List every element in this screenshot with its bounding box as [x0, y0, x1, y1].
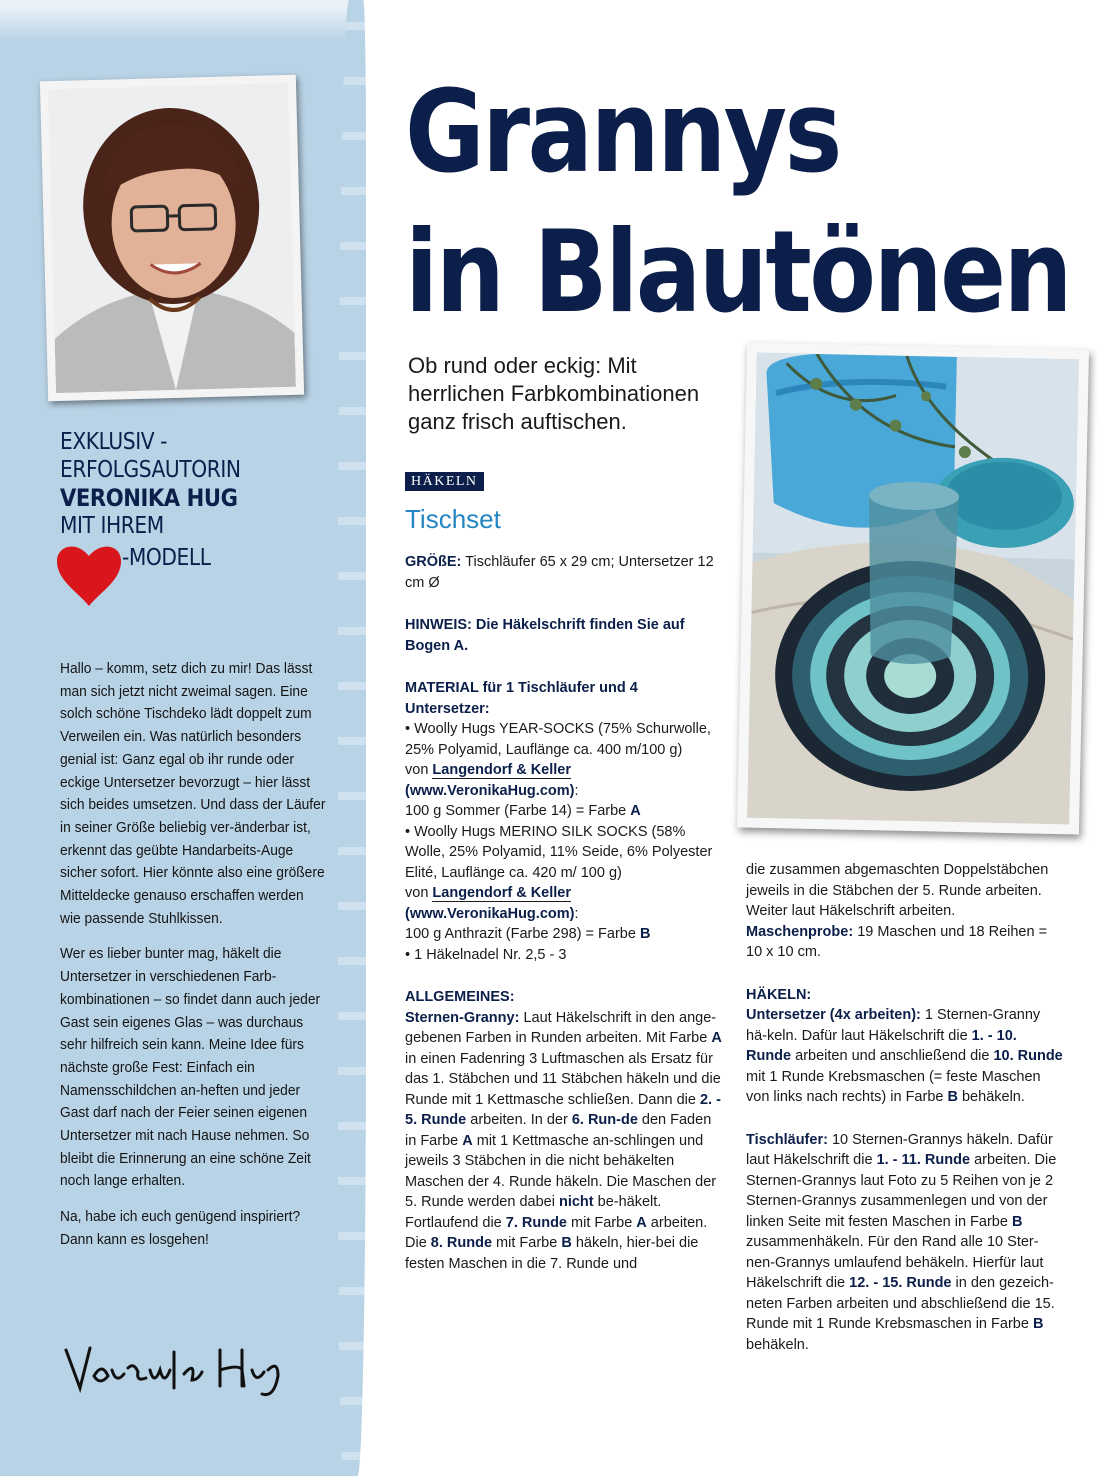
color-letter: A — [630, 803, 641, 819]
url-1 — [405, 781, 725, 802]
supplier-2 — [405, 883, 725, 904]
round-ref: 8. Runde — [430, 1235, 493, 1251]
title-line-1: Grannys — [405, 66, 840, 198]
maschenprobe-text: 19 Maschen und 18 Reihen = 10 x 10 cm. — [746, 923, 1048, 960]
tischlaeufer-label: Tischläufer: — [746, 1131, 828, 1148]
round-ref: 1. - 11. Runde — [876, 1152, 971, 1168]
brush-edge-decoration — [338, 0, 366, 1476]
von-prefix: von — [405, 885, 433, 901]
granny-instructions — [405, 1008, 725, 1275]
material-label: MATERIAL für 1 Tischläufer und 4 Untersetzer: — [405, 680, 638, 717]
hinweis-block — [405, 615, 725, 656]
haekeln-heading — [746, 985, 1064, 1006]
intro-paragraph: Hallo – komm, setz dich zu mir! Das lässt man sich jetzt nicht zweimal sagen. Eine solch schöne Tischdeko lädt doppelt zum Verweilen ein. Was natürlich besonders genial ist: Ganz egal ob ihr runde oder eckige Untersetzer bevorzugt – hier lässt sich beides umsetzen. Und dass der Läufer in seiner Größe beliebig ver-änderbar ist, erkennt das geübte Handarbeits-Auge sicher sofort. Hier könnte also eine größere Mitteldecke genauso erschaffen werden wie passende Stuhlkissen. — [60, 660, 326, 927]
supplier-url: (www.VeronikaHug.com) — [405, 782, 575, 799]
page-subtitle: Ob rund oder eckig: Mit herrlichen Farbkombinationen ganz frisch auftischen. — [408, 353, 700, 434]
title-line-2: in Blautönen — [405, 206, 1071, 338]
color-letter: B — [639, 926, 651, 942]
hinweis-text: Die Häkelschrift finden Sie auf Bogen A. — [405, 617, 685, 654]
text-run: 10 Sternen-Grannys häkeln. Dafür laut Häkelschrift die — [746, 1131, 1053, 1168]
hinweis-label: HINWEIS: — [405, 617, 472, 633]
round-ref: 1. - 10. Runde — [746, 1027, 1017, 1064]
text-run: in den gezeich-neten Farben arbeiten und abschließend die 15. Runde mit 1 Runde Krebsmaschen in Farbe — [746, 1275, 1055, 1332]
yarn-2: • Woolly Hugs MERINO SILK SOCKS (58% Wolle, 25% Polyamid, 11% Seide, 6% Polyester Elité, Lauflänge ca. 420 m/ 100 g) — [405, 823, 713, 881]
round-ref: 2. - 5. Runde — [405, 1091, 721, 1128]
groesse-label: GRÖßE: — [405, 554, 462, 570]
color-letter: A — [711, 1030, 722, 1046]
von-prefix: von — [405, 762, 433, 778]
round-ref: 10. Runde — [993, 1048, 1063, 1064]
amount-text: 100 g Sommer (Farbe 14) = Farbe — [405, 803, 631, 819]
author-intro-box — [60, 428, 320, 610]
text-run: mit 1 Runde Krebsmaschen (= feste Maschen von links nach rechts) in Farbe — [746, 1068, 1041, 1105]
text-run: arbeiten. Die Sternen-Grannys laut Foto zu 5 Reihen von je 2 Sternen-Grannys zusammenlegen und von der linken Seite mit festen Maschen in Farbe — [746, 1152, 1057, 1230]
color-letter: B — [561, 1235, 572, 1251]
section-title: Tischset — [405, 504, 501, 534]
supplier-brand: Langendorf & Keller — [432, 762, 571, 778]
text-run: arbeiten. In der — [466, 1112, 572, 1128]
maschenprobe-label: Maschenprobe: — [746, 923, 854, 940]
url-2 — [405, 904, 725, 925]
placemat-photo — [747, 353, 1079, 825]
text-run: behäkeln. — [957, 1089, 1025, 1105]
text-run: in einen Fadenring 3 Luftmaschen als Ersatz für das 1. Stäbchen und 11 Stäbchen häkeln und die Runde mit 1 Kettmasche schließen. Dann die — [405, 1050, 721, 1108]
supplier-brand: Langendorf & Keller — [432, 885, 571, 901]
author-photo — [48, 83, 296, 393]
groesse-block — [405, 552, 725, 593]
amount-text: 100 g Anthrazit (Farbe 298) = Farbe — [405, 926, 640, 942]
text-run: häkeln, hier-bei die festen Maschen in die 7. Runde und — [405, 1235, 699, 1272]
author-line-exklusiv: EXKLUSIV - — [60, 429, 168, 455]
intro-paragraph: Na, habe ich euch genügend inspiriert? Dann kann es losgehen! — [60, 1208, 301, 1248]
color-letter: B — [947, 1089, 958, 1105]
untersetzer-label: Untersetzer — [746, 1007, 826, 1023]
author-line-mit-ihrem: MIT IHREM — [60, 513, 164, 539]
text-run: be-häkelt. Fortlaufend die — [405, 1194, 662, 1231]
text-run: mit Farbe — [567, 1214, 637, 1231]
text-run: zusammenhäkeln. Für den Rand alle 10 Ster-nen-Grannys umlaufend behäkeln. Hierfür laut Häkelschrift die — [746, 1234, 1044, 1291]
url-suffix: : — [574, 905, 579, 922]
heart-modell-label: -MODELL — [122, 545, 211, 571]
color-letter: B — [1032, 1316, 1044, 1332]
continued-text: die zusammen abgemaschten Doppelstäbchen jeweils in die Stäbchen der 5. Runde arbeiten. Weiter laut Häkelschrift arbeiten. — [746, 862, 1049, 919]
allgemeines-label: ALLGEMEINES: — [405, 989, 515, 1005]
category-tag: HÄKELN — [405, 472, 484, 491]
granny-label: Sternen-Granny: — [405, 1009, 520, 1026]
tischlaeufer-instructions — [746, 1130, 1064, 1356]
round-ref: 12. - 15. Runde — [849, 1275, 952, 1291]
text-run: arbeiten und anschließend die — [791, 1048, 994, 1064]
round-ref: 6. Run-de — [571, 1112, 638, 1128]
heart-icon — [54, 540, 124, 608]
color-letter: A — [462, 1132, 473, 1149]
text-run: arbeiten. Die — [405, 1214, 708, 1251]
supplier-url: (www.VeronikaHug.com) — [405, 905, 575, 922]
author-portrait — [40, 75, 304, 402]
author-name: VERONIKA HUG — [60, 484, 238, 512]
instructions-left-column — [405, 552, 725, 1274]
url-suffix: : — [574, 782, 579, 799]
intro-text — [60, 658, 328, 1265]
text-run: 1 Sternen-Granny hä-keln. Dafür laut Häkelschrift die — [746, 1007, 1041, 1044]
product-photo — [737, 342, 1089, 834]
material-block — [405, 678, 725, 719]
author-signature — [60, 1330, 300, 1410]
color-letter: B — [1011, 1213, 1023, 1230]
yarn-1: • Woolly Hugs YEAR-SOCKS (75% Schurwolle, 25% Polyamid, Lauflänge ca. 400 m/100 g) — [405, 721, 711, 758]
intro-paragraph: Wer es lieber bunter mag, häkelt die Untersetzer in verschiedenen Farb-kombinationen – so findet dann auch jeder Gast sein eigenes Glas – was durchaus sehr hilfreich sein kann. Meine Idee fürs nächste große Fest: Einfach ein Namensschildchen an-heften und jeder Gast darf nach der Feier seinen eigenen Untersetzer mit nach Hause nehmen. So bleibt die Erinnerung an eine schöne Zeit noch lange erhalten. — [60, 945, 321, 1190]
amount-2 — [405, 924, 725, 945]
instructions-right-column — [746, 860, 1064, 1355]
maschenprobe — [746, 922, 1064, 963]
haekeln-label: HÄKELN: — [746, 986, 812, 1003]
text-run: (4x arbeiten): — [825, 1007, 921, 1023]
text-run: den Faden in Farbe — [405, 1112, 712, 1149]
emphasis: nicht — [558, 1194, 594, 1210]
amount-1 — [405, 801, 725, 822]
untersetzer-instructions — [746, 1005, 1064, 1108]
supplier-1 — [405, 760, 725, 781]
page-title — [405, 62, 1095, 342]
text-run: mit 1 Kettmasche an-schlingen und jeweils 3 Stäbchen in die nicht behäkelten Maschen der 4. Runde häkeln. Die Maschen der 5. Runde werden dabei — [405, 1132, 717, 1210]
text-run: behäkeln. — [746, 1336, 809, 1353]
groesse-text: Tischläufer 65 x 29 cm; Untersetzer 12 cm Ø — [405, 554, 714, 591]
round-ref: 7. Runde — [505, 1214, 567, 1231]
text-run: Laut Häkelschrift in den ange-gebenen Farben in Runden arbeiten. Mit Farbe — [405, 1009, 717, 1046]
brush-decoration — [0, 0, 352, 40]
color-letter: A — [636, 1214, 647, 1231]
needle-item: • 1 Häkelnadel Nr. 2,5 - 3 — [405, 946, 567, 963]
author-line-erfolgsautorin: ERFOLGSAUTORIN — [60, 457, 241, 483]
heart-modell-line — [60, 540, 320, 610]
text-run: mit Farbe — [492, 1235, 562, 1251]
allgemeines-heading — [405, 987, 725, 1008]
